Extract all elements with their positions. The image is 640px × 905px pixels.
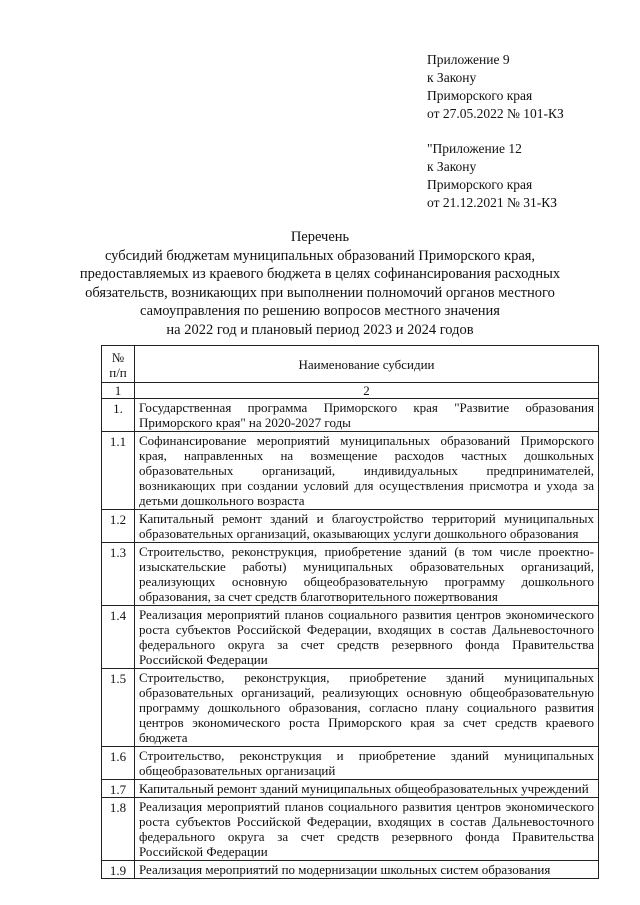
row-name: Капитальный ремонт зданий муниципальных общеобразовательных учреждений bbox=[135, 780, 599, 798]
table-header-row bbox=[102, 346, 599, 383]
title-line: предоставляемых из краевого бюджета в целях софинансирования расходных bbox=[79, 266, 561, 282]
appendix-line: от 21.12.2021 № 31-КЗ bbox=[427, 195, 557, 210]
appendix-9-header bbox=[427, 51, 564, 123]
row-name: Строительство, реконструкция, приобретение зданий муниципальных образовательных организаций, реализующих основную общеобразовательную программу дошкольного образования, согласно плану социального развития центров экономического роста Приморского края за счет средств краевого бюджета bbox=[135, 669, 599, 747]
row-name: Реализация мероприятий планов социального развития центров экономического роста субъектов Российской Федерации, входящих в состав Дальневосточного федерального округа за счет средств резервного фонда Правительства Российской Федерации bbox=[135, 606, 599, 669]
row-number: 1.8 bbox=[102, 798, 135, 861]
document-title bbox=[60, 228, 580, 339]
appendix-12-header bbox=[427, 140, 557, 212]
row-name: Реализация мероприятий по модернизации школьных систем образования bbox=[135, 861, 599, 879]
table-row bbox=[102, 747, 599, 780]
table-row bbox=[102, 432, 599, 510]
appendix-line: к Закону bbox=[427, 159, 477, 174]
row-name: Софинансирование мероприятий муниципальных образований Приморского края, направленных на возмещение расходов частных дошкольных образовательных организаций, индивидуальных предпринимателей, возникающих при создании условий для осуществления присмотра и ухода за детьми дошкольного возраста bbox=[135, 432, 599, 510]
row-name: Реализация мероприятий планов социального развития центров экономического роста субъектов Российской Федерации, входящих в состав Дальневосточного федерального округа за счет средств резервного фонда Правительства Российской Федерации bbox=[135, 798, 599, 861]
row-name: Строительство, реконструкция, приобретение зданий (в том числе проектно-изыскательские работы) муниципальных образовательных организаций, реализующих основную общеобразовательную программу дошкольного образования, за счет средств благотворительного пожертвования bbox=[135, 543, 599, 606]
title-line: субсидий бюджетам муниципальных образований Приморского края, bbox=[104, 247, 536, 264]
title-line: самоуправления по решению вопросов местного значения bbox=[140, 303, 500, 319]
column-index-row bbox=[102, 383, 599, 399]
appendix-line: к Закону bbox=[427, 70, 477, 85]
header-number-cell bbox=[102, 346, 135, 383]
appendix-line: Приложение 9 bbox=[427, 52, 510, 67]
subsidy-table bbox=[101, 345, 599, 879]
table-row bbox=[102, 543, 599, 606]
row-number: 1.1 bbox=[102, 432, 135, 510]
title-line: обязательств, возникающих при выполнении полномочий органов местного bbox=[85, 284, 555, 301]
row-number: 1. bbox=[102, 399, 135, 432]
table-row bbox=[102, 399, 599, 432]
table-row bbox=[102, 669, 599, 747]
table-row bbox=[102, 606, 599, 669]
row-name: Строительство, реконструкция и приобретение зданий муниципальных общеобразовательных организаций bbox=[135, 747, 599, 780]
row-name: Капитальный ремонт зданий и благоустройство территорий муниципальных образовательных организаций, оказывающих услуги дошкольного образования bbox=[135, 510, 599, 543]
appendix-line: Приморского края bbox=[427, 88, 533, 103]
header-name-cell: Наименование субсидии bbox=[135, 346, 599, 383]
row-number: 1.6 bbox=[102, 747, 135, 780]
header-number-line: № bbox=[111, 350, 125, 365]
row-number: 1.4 bbox=[102, 606, 135, 669]
row-number: 1.3 bbox=[102, 543, 135, 606]
appendix-line: Приморского края bbox=[427, 177, 533, 192]
column-index-2: 2 bbox=[135, 383, 599, 399]
appendix-line: "Приложение 12 bbox=[427, 141, 522, 156]
title-line: Перечень bbox=[290, 229, 350, 245]
table-row bbox=[102, 861, 599, 879]
table-row bbox=[102, 780, 599, 798]
table-row bbox=[102, 798, 599, 861]
table-row bbox=[102, 510, 599, 543]
row-number: 1.7 bbox=[102, 780, 135, 798]
title-line: на 2022 год и плановый период 2023 и 2024 годов bbox=[166, 321, 474, 338]
row-name: Государственная программа Приморского края "Развитие образования Приморского края" на 2020-2027 годы bbox=[135, 399, 599, 432]
row-number: 1.9 bbox=[102, 861, 135, 879]
header-number-line: п/п bbox=[109, 365, 127, 380]
appendix-line: от 27.05.2022 № 101-КЗ bbox=[427, 106, 564, 121]
row-number: 1.5 bbox=[102, 669, 135, 747]
row-number: 1.2 bbox=[102, 510, 135, 543]
column-index-1: 1 bbox=[102, 383, 135, 399]
